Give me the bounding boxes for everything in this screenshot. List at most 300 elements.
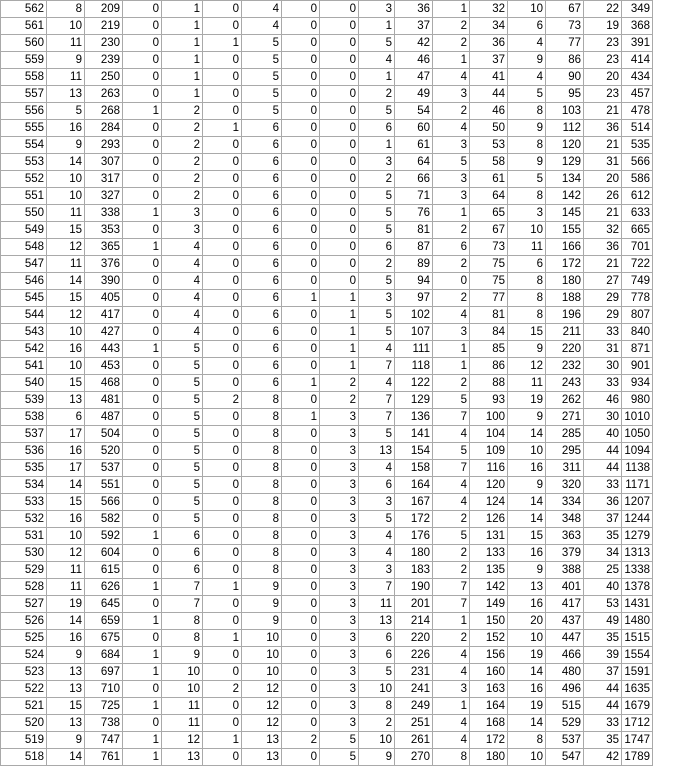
- table-cell[interactable]: 3: [320, 613, 359, 630]
- table-cell[interactable]: 747: [85, 732, 123, 749]
- table-cell[interactable]: 0: [282, 426, 320, 443]
- table-cell[interactable]: 0: [282, 477, 320, 494]
- table-cell[interactable]: 97: [395, 290, 433, 307]
- table-cell[interactable]: 5: [359, 273, 395, 290]
- table-cell[interactable]: 7: [433, 460, 470, 477]
- table-cell[interactable]: 3: [320, 647, 359, 664]
- table-cell[interactable]: 4: [162, 239, 203, 256]
- table-cell[interactable]: 0: [123, 630, 162, 647]
- table-cell[interactable]: 7: [359, 392, 395, 409]
- table-cell[interactable]: 586: [622, 171, 653, 188]
- table-cell[interactable]: 414: [622, 52, 653, 69]
- table-cell[interactable]: 0: [203, 494, 242, 511]
- table-cell[interactable]: 3: [320, 443, 359, 460]
- table-cell[interactable]: 2: [320, 375, 359, 392]
- table-cell[interactable]: 529: [1, 562, 47, 579]
- table-cell[interactable]: 0: [203, 409, 242, 426]
- table-cell[interactable]: 13: [508, 579, 546, 596]
- table-cell[interactable]: 33: [584, 324, 622, 341]
- table-cell[interactable]: 1480: [622, 613, 653, 630]
- table-cell[interactable]: 5: [359, 324, 395, 341]
- table-cell[interactable]: 1591: [622, 664, 653, 681]
- table-cell[interactable]: 17: [47, 426, 85, 443]
- table-cell[interactable]: 2: [433, 222, 470, 239]
- table-cell[interactable]: 0: [203, 52, 242, 69]
- table-cell[interactable]: 1094: [622, 443, 653, 460]
- table-cell[interactable]: 36: [584, 120, 622, 137]
- table-cell[interactable]: 1: [203, 630, 242, 647]
- table-cell[interactable]: 15: [47, 290, 85, 307]
- table-cell[interactable]: 3: [320, 630, 359, 647]
- table-cell[interactable]: 4: [359, 528, 395, 545]
- table-cell[interactable]: 391: [622, 35, 653, 52]
- table-cell[interactable]: 980: [622, 392, 653, 409]
- table-cell[interactable]: 562: [1, 1, 47, 18]
- table-cell[interactable]: 0: [320, 35, 359, 52]
- table-cell[interactable]: 8: [242, 443, 282, 460]
- table-cell[interactable]: 0: [203, 545, 242, 562]
- table-cell[interactable]: 10: [47, 171, 85, 188]
- table-cell[interactable]: 46: [395, 52, 433, 69]
- table-cell[interactable]: 0: [203, 86, 242, 103]
- table-cell[interactable]: 4: [433, 69, 470, 86]
- table-cell[interactable]: 4: [162, 273, 203, 290]
- table-cell[interactable]: 5: [433, 528, 470, 545]
- table-cell[interactable]: 3: [359, 1, 395, 18]
- table-cell[interactable]: 4: [433, 647, 470, 664]
- table-cell[interactable]: 167: [395, 494, 433, 511]
- table-cell[interactable]: 122: [395, 375, 433, 392]
- table-cell[interactable]: 551: [85, 477, 123, 494]
- table-cell[interactable]: 5: [47, 103, 85, 120]
- table-cell[interactable]: 3: [433, 86, 470, 103]
- table-cell[interactable]: 9: [162, 647, 203, 664]
- table-cell[interactable]: 36: [395, 1, 433, 18]
- table-cell[interactable]: 34: [584, 545, 622, 562]
- table-cell[interactable]: 21: [584, 137, 622, 154]
- table-cell[interactable]: 22: [584, 1, 622, 18]
- table-cell[interactable]: 44: [584, 698, 622, 715]
- table-cell[interactable]: 558: [1, 69, 47, 86]
- table-cell[interactable]: 20: [584, 69, 622, 86]
- table-cell[interactable]: 4: [162, 256, 203, 273]
- table-cell[interactable]: 9: [242, 613, 282, 630]
- table-cell[interactable]: 0: [123, 443, 162, 460]
- table-cell[interactable]: 3: [320, 596, 359, 613]
- table-cell[interactable]: 3: [162, 205, 203, 222]
- table-cell[interactable]: 3: [162, 222, 203, 239]
- table-cell[interactable]: 1635: [622, 681, 653, 698]
- table-cell[interactable]: 6: [242, 120, 282, 137]
- table-cell[interactable]: 0: [282, 749, 320, 766]
- table-cell[interactable]: 7: [162, 579, 203, 596]
- table-cell[interactable]: 0: [123, 715, 162, 732]
- table-cell[interactable]: 29: [584, 290, 622, 307]
- table-cell[interactable]: 29: [584, 307, 622, 324]
- table-cell[interactable]: 0: [282, 35, 320, 52]
- table-cell[interactable]: 549: [1, 222, 47, 239]
- table-cell[interactable]: 0: [203, 698, 242, 715]
- table-cell[interactable]: 0: [282, 18, 320, 35]
- table-cell[interactable]: 163: [470, 681, 508, 698]
- table-cell[interactable]: 8: [47, 1, 85, 18]
- table-cell[interactable]: 5: [359, 205, 395, 222]
- table-cell[interactable]: 168: [470, 715, 508, 732]
- table-cell[interactable]: 241: [395, 681, 433, 698]
- table-cell[interactable]: 46: [470, 103, 508, 120]
- table-cell[interactable]: 13: [242, 732, 282, 749]
- table-cell[interactable]: 778: [622, 290, 653, 307]
- table-cell[interactable]: 0: [282, 69, 320, 86]
- table-cell[interactable]: 348: [546, 511, 584, 528]
- table-cell[interactable]: 6: [242, 375, 282, 392]
- table-cell[interactable]: 11: [359, 596, 395, 613]
- table-cell[interactable]: 1: [359, 69, 395, 86]
- table-cell[interactable]: 675: [85, 630, 123, 647]
- table-cell[interactable]: 19: [508, 698, 546, 715]
- table-cell[interactable]: 6: [359, 477, 395, 494]
- table-cell[interactable]: 0: [203, 562, 242, 579]
- table-cell[interactable]: 534: [1, 477, 47, 494]
- table-cell[interactable]: 0: [123, 596, 162, 613]
- table-cell[interactable]: 15: [47, 222, 85, 239]
- table-cell[interactable]: 0: [123, 154, 162, 171]
- table-cell[interactable]: 6: [359, 120, 395, 137]
- table-cell[interactable]: 0: [282, 52, 320, 69]
- table-cell[interactable]: 3: [433, 171, 470, 188]
- table-cell[interactable]: 4: [433, 664, 470, 681]
- table-cell[interactable]: 0: [123, 137, 162, 154]
- table-cell[interactable]: 697: [85, 664, 123, 681]
- table-cell[interactable]: 3: [433, 137, 470, 154]
- table-cell[interactable]: 4: [433, 715, 470, 732]
- table-cell[interactable]: 1: [320, 358, 359, 375]
- table-cell[interactable]: 427: [85, 324, 123, 341]
- table-cell[interactable]: 135: [470, 562, 508, 579]
- table-cell[interactable]: 4: [359, 375, 395, 392]
- table-cell[interactable]: 0: [123, 562, 162, 579]
- table-cell[interactable]: 54: [395, 103, 433, 120]
- table-cell[interactable]: 136: [395, 409, 433, 426]
- table-cell[interactable]: 349: [622, 1, 653, 18]
- table-cell[interactable]: 226: [395, 647, 433, 664]
- table-cell[interactable]: 1: [359, 18, 395, 35]
- table-cell[interactable]: 761: [85, 749, 123, 766]
- table-cell[interactable]: 5: [508, 171, 546, 188]
- table-cell[interactable]: 5: [359, 664, 395, 681]
- table-cell[interactable]: 0: [282, 579, 320, 596]
- table-cell[interactable]: 840: [622, 324, 653, 341]
- table-cell[interactable]: 263: [85, 86, 123, 103]
- table-cell[interactable]: 0: [282, 324, 320, 341]
- table-cell[interactable]: 0: [320, 273, 359, 290]
- table-cell[interactable]: 23: [584, 86, 622, 103]
- table-cell[interactable]: 31: [584, 154, 622, 171]
- table-cell[interactable]: 710: [85, 681, 123, 698]
- table-cell[interactable]: 0: [123, 511, 162, 528]
- table-cell[interactable]: 14: [508, 494, 546, 511]
- table-cell[interactable]: 3: [320, 579, 359, 596]
- table-cell[interactable]: 0: [320, 205, 359, 222]
- table-cell[interactable]: 523: [1, 664, 47, 681]
- table-cell[interactable]: 522: [1, 681, 47, 698]
- table-cell[interactable]: 10: [508, 443, 546, 460]
- table-cell[interactable]: 0: [320, 120, 359, 137]
- table-cell[interactable]: 560: [1, 35, 47, 52]
- table-cell[interactable]: 5: [508, 86, 546, 103]
- table-cell[interactable]: 44: [470, 86, 508, 103]
- table-cell[interactable]: 552: [1, 171, 47, 188]
- table-cell[interactable]: 515: [546, 698, 584, 715]
- table-cell[interactable]: 0: [282, 86, 320, 103]
- table-cell[interactable]: 11: [47, 205, 85, 222]
- table-cell[interactable]: 5: [162, 375, 203, 392]
- table-cell[interactable]: 1789: [622, 749, 653, 766]
- table-cell[interactable]: 6: [508, 256, 546, 273]
- table-cell[interactable]: 0: [123, 409, 162, 426]
- table-cell[interactable]: 0: [203, 103, 242, 120]
- table-cell[interactable]: 112: [546, 120, 584, 137]
- table-cell[interactable]: 0: [320, 222, 359, 239]
- table-cell[interactable]: 749: [622, 273, 653, 290]
- table-cell[interactable]: 14: [47, 477, 85, 494]
- table-cell[interactable]: 8: [508, 290, 546, 307]
- table-cell[interactable]: 5: [359, 511, 395, 528]
- table-cell[interactable]: 0: [123, 273, 162, 290]
- table-cell[interactable]: 0: [320, 52, 359, 69]
- table-cell[interactable]: 612: [622, 188, 653, 205]
- table-cell[interactable]: 8: [508, 732, 546, 749]
- table-cell[interactable]: 530: [1, 545, 47, 562]
- table-cell[interactable]: 9: [508, 154, 546, 171]
- table-cell[interactable]: 1: [203, 35, 242, 52]
- table-cell[interactable]: 524: [1, 647, 47, 664]
- table-cell[interactable]: 540: [1, 375, 47, 392]
- table-cell[interactable]: 8: [508, 188, 546, 205]
- table-cell[interactable]: 211: [546, 324, 584, 341]
- table-cell[interactable]: 545: [1, 290, 47, 307]
- table-cell[interactable]: 0: [282, 647, 320, 664]
- table-cell[interactable]: 34: [470, 18, 508, 35]
- table-cell[interactable]: 1: [433, 613, 470, 630]
- table-cell[interactable]: 37: [584, 664, 622, 681]
- table-cell[interactable]: 5: [359, 307, 395, 324]
- table-cell[interactable]: 1712: [622, 715, 653, 732]
- table-cell[interactable]: 544: [1, 307, 47, 324]
- table-cell[interactable]: 58: [470, 154, 508, 171]
- table-cell[interactable]: 934: [622, 375, 653, 392]
- table-cell[interactable]: 5: [162, 409, 203, 426]
- table-cell[interactable]: 0: [123, 52, 162, 69]
- table-cell[interactable]: 1: [123, 698, 162, 715]
- table-cell[interactable]: 16: [47, 443, 85, 460]
- table-cell[interactable]: 93: [470, 392, 508, 409]
- table-cell[interactable]: 0: [282, 613, 320, 630]
- table-cell[interactable]: 0: [123, 307, 162, 324]
- table-cell[interactable]: 468: [85, 375, 123, 392]
- table-cell[interactable]: 3: [320, 681, 359, 698]
- table-cell[interactable]: 49: [395, 86, 433, 103]
- table-cell[interactable]: 0: [123, 35, 162, 52]
- table-cell[interactable]: 16: [508, 545, 546, 562]
- table-cell[interactable]: 261: [395, 732, 433, 749]
- table-cell[interactable]: 0: [123, 1, 162, 18]
- table-cell[interactable]: 10: [508, 1, 546, 18]
- table-cell[interactable]: 0: [282, 120, 320, 137]
- table-cell[interactable]: 1: [433, 341, 470, 358]
- table-cell[interactable]: 1679: [622, 698, 653, 715]
- table-cell[interactable]: 251: [395, 715, 433, 732]
- table-cell[interactable]: 0: [203, 749, 242, 766]
- table-cell[interactable]: 2: [433, 35, 470, 52]
- table-cell[interactable]: 1431: [622, 596, 653, 613]
- table-cell[interactable]: 0: [203, 715, 242, 732]
- table-cell[interactable]: 566: [622, 154, 653, 171]
- table-cell[interactable]: 7: [433, 579, 470, 596]
- table-cell[interactable]: 188: [546, 290, 584, 307]
- table-cell[interactable]: 3: [320, 460, 359, 477]
- table-cell[interactable]: 434: [622, 69, 653, 86]
- table-cell[interactable]: 6: [242, 222, 282, 239]
- table-cell[interactable]: 0: [282, 681, 320, 698]
- table-cell[interactable]: 5: [162, 392, 203, 409]
- table-cell[interactable]: 4: [162, 324, 203, 341]
- table-cell[interactable]: 3: [320, 511, 359, 528]
- table-cell[interactable]: 5: [433, 154, 470, 171]
- table-cell[interactable]: 6: [433, 239, 470, 256]
- table-cell[interactable]: 1: [282, 409, 320, 426]
- table-cell[interactable]: 14: [47, 154, 85, 171]
- table-cell[interactable]: 0: [282, 562, 320, 579]
- table-cell[interactable]: 14: [47, 613, 85, 630]
- table-cell[interactable]: 0: [123, 256, 162, 273]
- table-cell[interactable]: 11: [162, 715, 203, 732]
- table-cell[interactable]: 2: [433, 562, 470, 579]
- table-cell[interactable]: 0: [123, 120, 162, 137]
- table-cell[interactable]: 176: [395, 528, 433, 545]
- table-cell[interactable]: 2: [433, 545, 470, 562]
- table-cell[interactable]: 30: [584, 409, 622, 426]
- table-cell[interactable]: 166: [546, 239, 584, 256]
- table-cell[interactable]: 141: [395, 426, 433, 443]
- table-cell[interactable]: 317: [85, 171, 123, 188]
- table-cell[interactable]: 0: [282, 171, 320, 188]
- table-cell[interactable]: 1: [282, 375, 320, 392]
- table-cell[interactable]: 1: [320, 307, 359, 324]
- table-cell[interactable]: 0: [282, 664, 320, 681]
- table-cell[interactable]: 5: [320, 732, 359, 749]
- table-cell[interactable]: 11: [47, 69, 85, 86]
- table-cell[interactable]: 3: [359, 562, 395, 579]
- table-cell[interactable]: 75: [470, 273, 508, 290]
- table-cell[interactable]: 23: [584, 35, 622, 52]
- table-cell[interactable]: 0: [123, 18, 162, 35]
- table-cell[interactable]: 88: [470, 375, 508, 392]
- table-cell[interactable]: 592: [85, 528, 123, 545]
- table-cell[interactable]: 0: [320, 69, 359, 86]
- table-cell[interactable]: 327: [85, 188, 123, 205]
- table-cell[interactable]: 150: [470, 613, 508, 630]
- table-cell[interactable]: 521: [1, 698, 47, 715]
- table-cell[interactable]: 6: [242, 205, 282, 222]
- table-cell[interactable]: 2: [162, 137, 203, 154]
- table-cell[interactable]: 2: [162, 188, 203, 205]
- table-cell[interactable]: 231: [395, 664, 433, 681]
- table-cell[interactable]: 561: [1, 18, 47, 35]
- table-cell[interactable]: 437: [546, 613, 584, 630]
- table-cell[interactable]: 0: [123, 375, 162, 392]
- table-cell[interactable]: 6: [162, 528, 203, 545]
- table-cell[interactable]: 12: [242, 698, 282, 715]
- table-cell[interactable]: 6: [47, 409, 85, 426]
- table-cell[interactable]: 32: [470, 1, 508, 18]
- table-cell[interactable]: 518: [1, 749, 47, 766]
- table-cell[interactable]: 33: [584, 715, 622, 732]
- table-cell[interactable]: 129: [546, 154, 584, 171]
- table-cell[interactable]: 0: [203, 188, 242, 205]
- table-cell[interactable]: 2: [162, 103, 203, 120]
- table-cell[interactable]: 4: [162, 290, 203, 307]
- table-cell[interactable]: 1: [123, 732, 162, 749]
- table-cell[interactable]: 9: [359, 749, 395, 766]
- table-cell[interactable]: 1138: [622, 460, 653, 477]
- table-cell[interactable]: 0: [320, 154, 359, 171]
- table-cell[interactable]: 701: [622, 239, 653, 256]
- table-cell[interactable]: 0: [282, 205, 320, 222]
- table-cell[interactable]: 9: [47, 732, 85, 749]
- table-cell[interactable]: 0: [123, 494, 162, 511]
- table-cell[interactable]: 520: [85, 443, 123, 460]
- table-cell[interactable]: 1: [433, 358, 470, 375]
- table-cell[interactable]: 14: [508, 715, 546, 732]
- table-cell[interactable]: 14: [47, 273, 85, 290]
- table-cell[interactable]: 536: [1, 443, 47, 460]
- table-cell[interactable]: 3: [320, 409, 359, 426]
- table-cell[interactable]: 77: [470, 290, 508, 307]
- table-cell[interactable]: 2: [282, 732, 320, 749]
- table-cell[interactable]: 1279: [622, 528, 653, 545]
- table-cell[interactable]: 556: [1, 103, 47, 120]
- table-cell[interactable]: 2: [359, 715, 395, 732]
- table-cell[interactable]: 84: [470, 324, 508, 341]
- table-cell[interactable]: 0: [282, 1, 320, 18]
- table-cell[interactable]: 5: [162, 341, 203, 358]
- table-cell[interactable]: 738: [85, 715, 123, 732]
- table-cell[interactable]: 44: [584, 460, 622, 477]
- table-cell[interactable]: 149: [470, 596, 508, 613]
- table-cell[interactable]: 180: [546, 273, 584, 290]
- table-cell[interactable]: 1: [203, 579, 242, 596]
- table-cell[interactable]: 1: [282, 290, 320, 307]
- table-cell[interactable]: 44: [584, 443, 622, 460]
- table-cell[interactable]: 537: [546, 732, 584, 749]
- table-cell[interactable]: 1: [123, 613, 162, 630]
- table-cell[interactable]: 243: [546, 375, 584, 392]
- table-cell[interactable]: 405: [85, 290, 123, 307]
- table-cell[interactable]: 145: [546, 205, 584, 222]
- table-cell[interactable]: 0: [282, 460, 320, 477]
- table-cell[interactable]: 1: [123, 341, 162, 358]
- table-cell[interactable]: 4: [162, 307, 203, 324]
- table-cell[interactable]: 526: [1, 613, 47, 630]
- table-cell[interactable]: 10: [162, 664, 203, 681]
- table-cell[interactable]: 12: [242, 681, 282, 698]
- table-cell[interactable]: 0: [320, 1, 359, 18]
- table-cell[interactable]: 64: [470, 188, 508, 205]
- table-cell[interactable]: 6: [242, 307, 282, 324]
- table-cell[interactable]: 5: [320, 749, 359, 766]
- table-cell[interactable]: 9: [508, 120, 546, 137]
